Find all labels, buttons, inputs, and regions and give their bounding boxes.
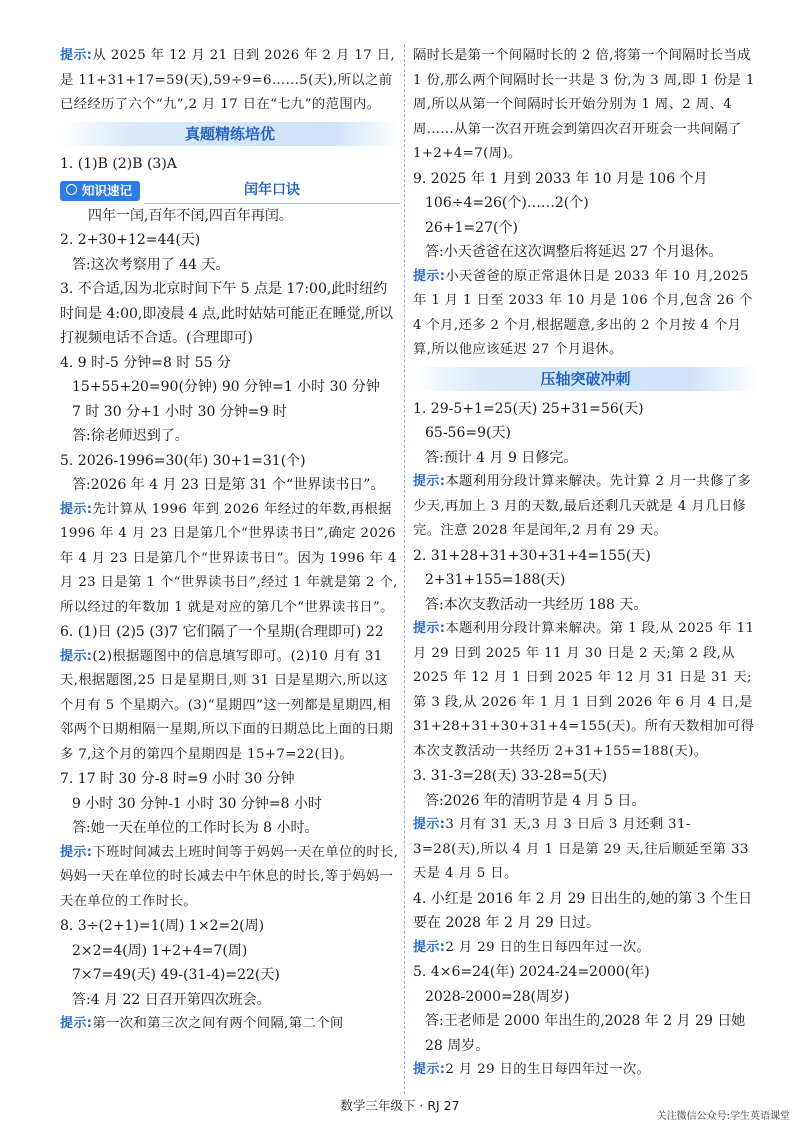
- challenge-2-step2: 2+31+155=188(天): [425, 572, 566, 588]
- section-title-challenge: 压轴突破冲刺: [413, 367, 758, 391]
- right-column: [413, 44, 758, 1083]
- challenge-1-conclusion: 答:预计 4 月 9 日修完。: [425, 449, 578, 466]
- answer-8-step2: 2×2=4(周) 1+2+4=7(周): [72, 942, 248, 959]
- answer-4-step3: 7 时 30 分+1 小时 30 分钟=9 时: [72, 403, 287, 420]
- section-title-practice: 真题精练培优: [60, 122, 400, 146]
- answer-7: 7. 17 时 30 分-8 时=9 小时 30 分钟: [60, 771, 295, 787]
- answer-9-tip: 提示:小天爸爸的原正常退休日是 2033 年 10 月,2025 年 1 月 1 日至 2033 年 10 月是 106 个月,包含 26 个 4 个月,还多 2 个月,根据题意,多出的 2 个月按 4 个月算,所以他应该延迟 27 个月退休。: [413, 268, 753, 357]
- page-footer: 数学三年级下 · RJ 27: [340, 1098, 460, 1113]
- challenge-1: 1. 29-5+1=25(天) 25+31=56(天): [413, 400, 644, 417]
- answer-3: 3. 不合适,因为北京时间下午 5 点是 17:00,此时纽约时间是 4:00,即凌晨 4 点,此时姑姑可能正在睡觉,所以打视频电话不合适。(合理即可): [60, 281, 394, 346]
- answer-4-conclusion: 答:徐老师迟到了。: [72, 428, 189, 444]
- answer-4-step2: 15+55+20=90(分钟) 90 分钟=1 小时 30 分钟: [72, 379, 380, 395]
- answer-6: 6. (1)日 (2)5 (3)7 它们隔了一个星期(合理即可) 22: [60, 624, 384, 640]
- answer-9-step3: 26+1=27(个): [425, 219, 518, 236]
- challenge-5-tip: 提示:2 月 29 日的生日每四年过一次。: [413, 1062, 651, 1077]
- challenge-5-step2: 2028-2000=28(周岁): [425, 988, 570, 1005]
- answer-7-conclusion: 答:她一天在单位的工作时长为 8 小时。: [72, 820, 319, 836]
- challenge-2: 2. 31+28+31+30+31+4=155(天): [413, 547, 651, 564]
- knowledge-title: 闰年口诀: [144, 178, 400, 204]
- answer-9: 9. 2025 年 1 月到 2033 年 10 月是 106 个月: [413, 170, 708, 187]
- answer-8-tip: 提示:第一次和第三次之间有两个间隔,第二个间: [60, 1016, 344, 1031]
- challenge-3-tip: 提示:3 月有 31 天,3 月 3 日后 3 月还剩 31-3=28(天),所以 4 月 1 日是第 29 天,往后顺延至第 33 天是 4 月 5 日。: [413, 817, 749, 881]
- knowledge-text: 四年一闰,百年不闰,四百年再闰。: [88, 207, 293, 224]
- answer-6-tip: 提示:(2)根据题图中的信息填写即可。(2)10 月有 31 天,根据题图,25 日是星期日,则 31 日是星期六,所以这个月有 5 个星期六。(3)“星期四”这一列都是星期四,相邻两个日期相隔一星期,所以下面的日期总比上面的日期多 7,这个月的第四个星期四是 15+7=22(日)。: [60, 648, 394, 762]
- answer-1: 1. (1)B (2)B (3)A: [60, 155, 177, 172]
- knowledge-box: [60, 178, 400, 204]
- challenge-4-tip: 提示:2 月 29 日的生日每四年过一次。: [413, 939, 651, 955]
- challenge-3: 3. 31-3=28(天) 33-28=5(天): [413, 768, 608, 784]
- challenge-1-step2: 65-56=9(天): [425, 425, 511, 441]
- challenge-1-tip: 提示:本题利用分段计算来解决。先计算 2 月一共修了多少天,再加上 3 月的天数,最后还剩几天就是 4 月几日修完。注意 2028 年是闰年,2 月有 29 天。: [413, 474, 752, 538]
- challenge-5-conclusion: 答:王老师是 2000 年出生的,2028 年 2 月 29 日她 28 周岁。: [425, 1013, 746, 1054]
- challenge-2-tip: 提示:本题利用分段计算来解决。第 1 段,从 2025 年 11 月 29 日到 2025 年 11 月 30 日是 2 天;第 2 段,从 2025 年 12 月 1 日到 2025 年 12 月 31 日是 31 天;第 3 段,从 2026 年 1 月 1 日到 2026 年 6 月 4 日,是 31+28+31+30+31+4=155(天)。所有天数相加可得本次支教活动一共经历 2+31+155=188(天)。: [413, 621, 755, 759]
- answer-7-step2: 9 小时 30 分钟-1 小时 30 分钟=8 小时: [72, 795, 322, 812]
- answer-7-tip: 提示:下班时间减去上班时间等于妈妈一天在单位的时长,妈妈一天在单位的时长减去中午休息的时长,等于妈妈一天在单位的工作时长。: [60, 844, 399, 909]
- answer-9-step2: 106÷4=26(个)……2(个): [425, 195, 589, 211]
- answer-8-tip-continued: 隔时长是第一个间隔时长的 2 倍,将第一个间隔时长当成 1 份,那么两个间隔时长一共是 3 份,为 3 周,即 1 份是 1 周,所以从第一个间隔时长开始分别为 1 周、2 周、4 周……从第一次召开班会到第四次召开班会一共间隔了 1+2+4=7(周)。: [413, 48, 755, 161]
- answer-8-conclusion: 答:4 月 22 日召开第四次班会。: [72, 991, 271, 1008]
- answer-8-step3: 7×7=49(天) 49-(31-4)=22(天): [72, 967, 280, 983]
- challenge-4: 4. 小红是 2016 年 2 月 29 日出生的,她的第 3 个生日要在 2028 年 2 月 29 日过。: [413, 890, 753, 931]
- watermark-text: 关注微信公众号:学生英语课堂: [656, 1111, 790, 1122]
- answer-8: 8. 3÷(2+1)=1(周) 1×2=2(周): [60, 918, 265, 934]
- tip-intro: 提示:从 2025 年 12 月 21 日到 2026 年 2 月 17 日,是 11+31+17=59(天),59÷9=6……5(天),所以之前已经经历了六个“九”,2 月 17 日在“七九”的范围内。: [60, 48, 396, 112]
- knowledge-tag: 知识速记: [60, 181, 140, 201]
- answer-5-conclusion: 答:2026 年 4 月 23 日是第 31 个“世界读书日”。: [72, 477, 385, 493]
- answer-5-tip: 提示:先计算从 1996 年到 2026 年经过的年数,再根据 1996 年 4 月 23 日是第几个“世界读书日”,确定 2026 年 4 月 23 日是第几个“世界读书日”。因为 1996 年 4 月 23 日是第 1 个“世界读书日”,经过 1 年就是第 2 个,所以经过的年数加 1 就是对应的第几个“世界读书日”。: [60, 501, 398, 615]
- answer-2-conclusion: 答:这次考察用了 44 天。: [72, 256, 230, 273]
- lightbulb-icon: [66, 184, 77, 195]
- answer-5: 5. 2026-1996=30(年) 30+1=31(个): [60, 452, 306, 469]
- challenge-5: 5. 4×6=24(年) 2024-24=2000(年): [413, 964, 650, 980]
- challenge-3-conclusion: 答:2026 年的清明节是 4 月 5 日。: [425, 792, 646, 809]
- left-column: [60, 44, 400, 1037]
- column-divider: [404, 44, 405, 1094]
- answer-2: 2. 2+30+12=44(天): [60, 232, 201, 248]
- answer-9-conclusion: 答:小天爸爸在这次调整后将延迟 27 个月退休。: [425, 244, 723, 260]
- answer-4: 4. 9 时-5 分钟=8 时 55 分: [60, 354, 232, 371]
- challenge-2-conclusion: 答:本次支教活动一共经历 188 天。: [425, 596, 648, 613]
